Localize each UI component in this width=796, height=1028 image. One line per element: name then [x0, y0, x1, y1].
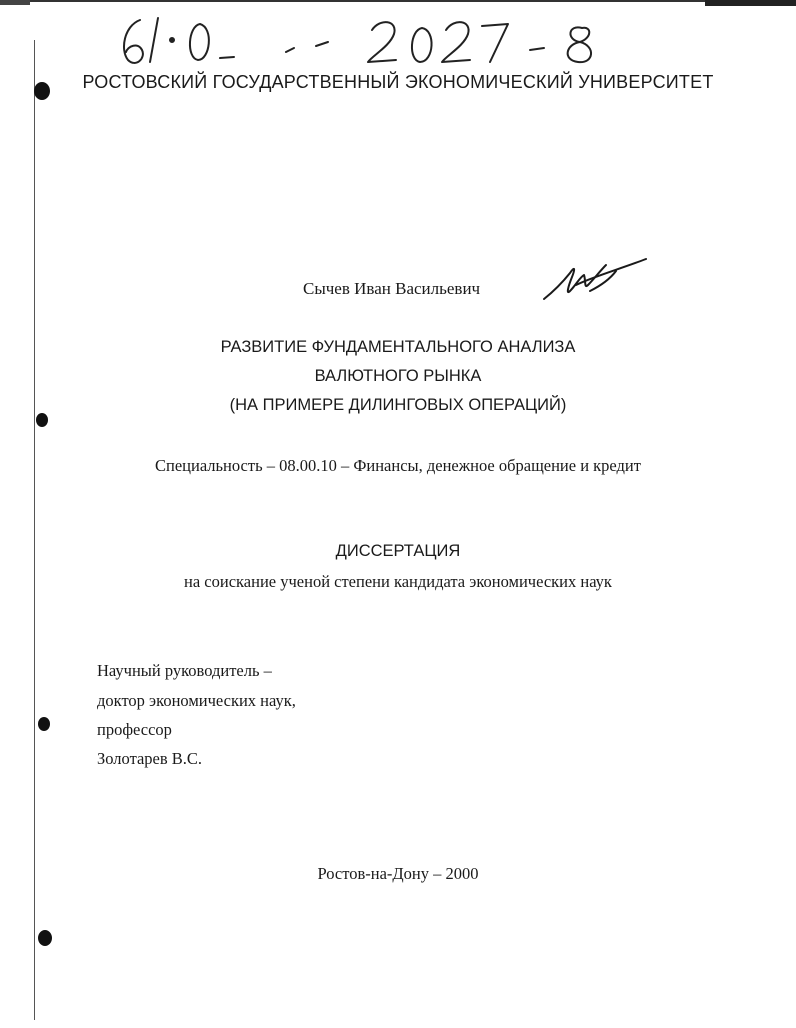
advisor-line: Научный руководитель –: [97, 661, 272, 680]
dissertation-subheading: на соискание ученой степени кандидата экономических наук: [184, 572, 612, 591]
author-signature: [540, 255, 650, 305]
city-year: Ростов-на-Дону – 2000: [317, 864, 479, 883]
dissertation-heading: ДИССЕРТАЦИЯ: [335, 542, 461, 560]
binding-hole-mark: [38, 930, 52, 946]
advisor-name: Золотарев В.С.: [97, 749, 203, 768]
handwritten-registration-number: [110, 10, 650, 70]
university-name: РОСТОВСКИЙ ГОСУДАРСТВЕННЫЙ ЭКОНОМИЧЕСКИЙ УНИВЕРСИТЕТ: [82, 72, 714, 92]
scan-top-edge: [0, 0, 796, 8]
dissertation-title-line: ВАЛЮТНОГО РЫНКА: [314, 367, 482, 385]
author-name: Сычев Иван Васильевич: [303, 279, 481, 298]
advisor-line: профессор: [97, 720, 172, 739]
binding-hole-mark: [36, 413, 48, 427]
binding-hole-mark: [38, 717, 50, 731]
specialty-line: Специальность – 08.00.10 – Финансы, денежное обращение и кредит: [155, 456, 641, 475]
dissertation-title-line: (НА ПРИМЕРЕ ДИЛИНГОВЫХ ОПЕРАЦИЙ): [229, 396, 567, 414]
dissertation-title-line: РАЗВИТИЕ ФУНДАМЕНТАЛЬНОГО АНАЛИЗА: [220, 338, 576, 356]
advisor-line: доктор экономических наук,: [97, 691, 296, 710]
